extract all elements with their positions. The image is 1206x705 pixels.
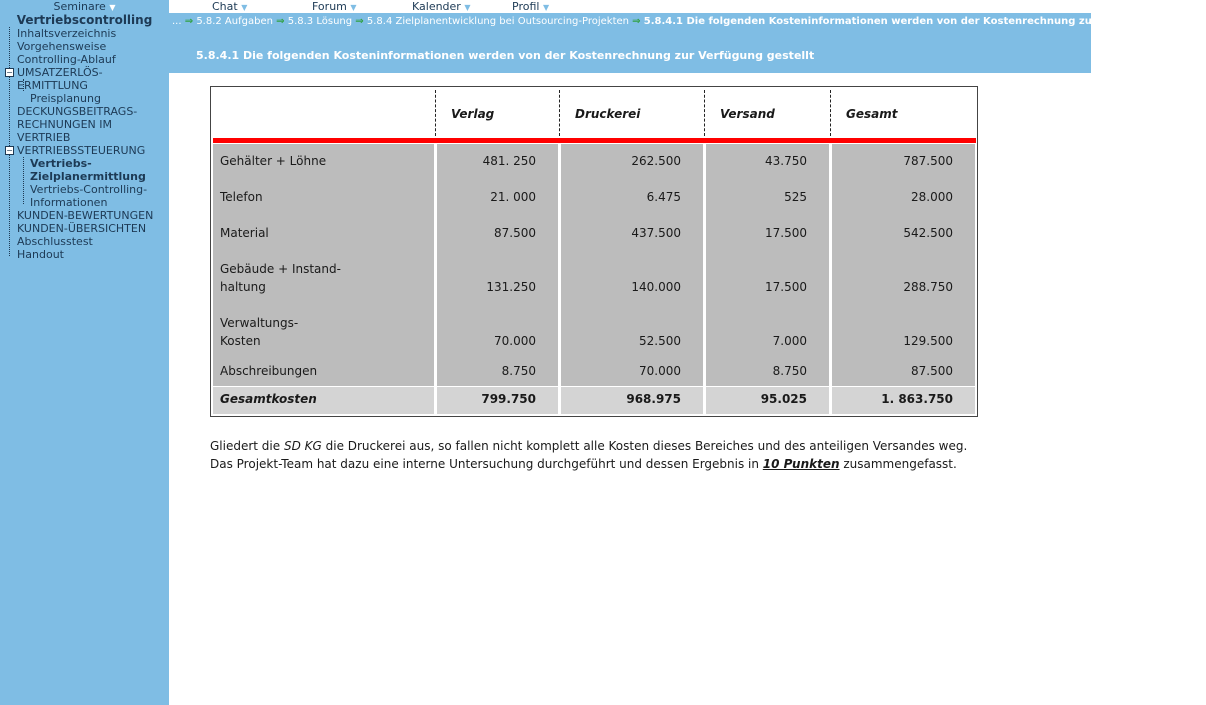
value-cell [832,144,975,176]
breadcrumb-zielplanentwicklung[interactable]: 5.8.4 Zielplanentwicklung bei Outsourcing-Projekten [366,16,629,27]
sidebar-item-label: VERTRIEB [17,131,71,144]
row-label-cell [213,387,434,414]
column-header-verlag: Verlag [451,107,495,121]
sidebar-item-label: UMSATZERLÖS- [17,66,103,79]
value-cell [437,302,558,356]
header-divider-bar [213,138,976,143]
page-title: 5.8.4.1 Die folgenden Kosteninformationen werden von der Kostenrechnung zur Verfügung gestellt [196,49,815,62]
sidebar-item-label: RECHNUNGEN IM [17,118,112,131]
value-druckerei: 6.475 [646,190,681,204]
table-total-row [211,387,977,414]
value-cell [706,212,829,248]
sidebar-item-handout[interactable] [0,248,169,261]
total-druckerei: 968.975 [626,392,681,406]
value-verlag: 481. 250 [482,154,536,168]
value-cell [706,144,829,176]
value-cell [437,176,558,212]
sidebar [0,0,169,705]
arrow-right-icon: ⇒ [355,16,364,27]
total-label: Gesamtkosten [220,392,317,406]
value-verlag: 8.750 [501,364,536,378]
sidebar-item-label: Informationen [30,196,108,209]
cost-table [210,86,978,417]
sidebar-item-label: Handout [17,248,64,261]
chevron-down-icon: ▼ [542,3,550,12]
menu-label: Forum [312,0,347,13]
collapse-icon[interactable]: − [6,68,13,77]
row-label: Abschreibungen [220,364,318,378]
text-run: die Druckerei aus, so fallen nicht komplett alle Kosten dieses Bereiches und des anteiligen Versandes weg. [321,439,968,453]
row-label-line: Verwaltungs- [220,316,299,330]
value-cell [561,248,703,302]
seminare-menu[interactable] [0,0,169,13]
explanation-text [210,437,1070,473]
sidebar-item-label: ERMITTLUNG [17,79,88,92]
row-label: Gehälter + Löhne [220,154,327,168]
value-druckerei: 140.000 [631,280,681,294]
value-druckerei: 52.500 [639,334,681,348]
sidebar-item-label: DECKUNGSBEITRAGS- [17,105,138,118]
arrow-right-icon: ⇒ [276,16,285,27]
breadcrumb-current: 5.8.4.1 Die folgenden Kosteninformationen werden von der Kostenrechnung zur Verfügung gestellt [643,16,1206,27]
text-run: zusammengefasst. [839,457,957,471]
sidebar-item-label: Preisplanung [30,92,101,105]
breadcrumb [172,16,1206,28]
value-cell [561,356,703,386]
sidebar-item-vertriebssteuerung[interactable] [0,144,169,157]
value-cell [561,176,703,212]
value-cell [832,387,975,414]
value-gesamt: 129.500 [903,334,953,348]
table-header [211,87,977,137]
column-header-druckerei: Druckerei [575,107,641,121]
value-cell [706,387,829,414]
value-cell [561,212,703,248]
value-verlag: 87.500 [494,226,536,240]
value-gesamt: 28.000 [911,190,953,204]
value-cell [437,387,558,414]
sidebar-item-kunden-bewertungen[interactable] [0,209,169,222]
value-gesamt: 787.500 [903,154,953,168]
arrow-right-icon: ⇒ [632,16,641,27]
column-header-versand: Versand [720,107,775,121]
collapse-icon[interactable]: − [6,146,13,155]
value-verlag: 21. 000 [490,190,536,204]
value-cell [561,144,703,176]
sidebar-item-preisplanung[interactable] [0,92,169,105]
sidebar-item-kunden-uebersichten[interactable] [0,222,169,235]
value-verlag: 70.000 [494,334,536,348]
sidebar-item-label: Inhaltsverzeichnis [17,27,117,40]
sidebar-item-controlling-ablauf[interactable] [0,53,169,66]
row-label-cell [213,248,434,302]
value-gesamt: 87.500 [911,364,953,378]
value-cell [832,302,975,356]
row-label-cell [213,356,434,386]
value-cell [437,144,558,176]
value-versand: 43.750 [765,154,807,168]
sidebar-item-zielplanermittlung[interactable] [0,157,169,183]
menu-kalender[interactable] [412,0,471,14]
table-row [211,176,977,212]
value-cell [706,176,829,212]
value-gesamt: 542.500 [903,226,953,240]
sidebar-tree [0,27,169,261]
menu-forum[interactable] [312,0,357,14]
row-label-cell [213,144,434,176]
seminare-menu-label: Seminare [53,0,106,13]
sidebar-item-abschlusstest[interactable] [0,235,169,248]
column-divider [830,90,831,136]
table-row [211,356,977,386]
column-divider [704,90,705,136]
chevron-down-icon: ▼ [464,3,471,12]
row-label-cell [213,176,434,212]
value-gesamt: 288.750 [903,280,953,294]
sidebar-item-label: KUNDEN-ÜBERSICHTEN [17,222,147,235]
sidebar-item-inhaltsverzeichnis[interactable] [0,27,169,40]
row-label [220,260,341,296]
total-gesamt: 1. 863.750 [881,392,953,406]
breadcrumb-ellipsis[interactable]: ... [172,16,182,27]
ten-points-link[interactable]: 10 Punkten [762,457,840,471]
row-label-line: Kosten [220,334,261,348]
company-name: SD KG [283,439,322,453]
total-verlag: 799.750 [481,392,536,406]
content-header [169,13,1206,73]
explanation-line [210,455,1070,473]
breadcrumb-loesung[interactable]: 5.8.3 Lösung [287,16,353,27]
value-druckerei: 437.500 [631,226,681,240]
value-cell [832,212,975,248]
value-cell [437,356,558,386]
table-row [211,144,977,176]
row-label: Telefon [220,190,263,204]
sidebar-item-label: KUNDEN-BEWERTUNGEN [17,209,154,222]
sidebar-item-vorgehensweise[interactable] [0,40,169,53]
sidebar-item-label: Controlling-Ablauf [17,53,116,66]
table-row [211,248,977,302]
value-druckerei: 70.000 [639,364,681,378]
sidebar-item-umsatzerloes[interactable] [0,66,169,92]
value-cell [561,302,703,356]
top-menu-bar [169,0,1091,13]
menu-chat[interactable] [212,0,247,14]
total-versand: 95.025 [760,392,807,406]
table-row [211,302,977,356]
breadcrumb-aufgaben[interactable]: 5.8.2 Aufgaben [196,16,273,27]
sidebar-item-label: Vertriebs- [30,157,92,170]
chevron-down-icon: ▼ [241,3,248,12]
value-versand: 17.500 [765,226,807,240]
menu-profil[interactable] [512,0,549,14]
column-divider [559,90,560,136]
value-druckerei: 262.500 [631,154,681,168]
text-run: Gliedert die [210,439,284,453]
sidebar-item-controlling-informationen[interactable] [0,183,169,209]
value-cell [561,387,703,414]
sidebar-item-deckungsbeitrag[interactable] [0,105,169,144]
value-versand: 7.000 [772,334,807,348]
value-versand: 8.750 [772,364,807,378]
row-label-line: haltung [220,280,266,294]
value-cell [706,248,829,302]
explanation-line [210,437,1070,455]
value-versand: 17.500 [765,280,807,294]
menu-label: Chat [212,0,238,13]
value-cell [437,212,558,248]
value-cell [706,302,829,356]
menu-label: Kalender [412,0,461,13]
chevron-down-icon: ▼ [109,3,116,12]
value-cell [832,248,975,302]
row-label-line: Gebäude + Instand- [220,262,341,276]
value-cell [832,176,975,212]
value-verlag: 131.250 [486,280,536,294]
column-divider [435,90,436,136]
row-label-cell [213,302,434,356]
sidebar-item-label: Abschlusstest [17,235,93,248]
value-versand: 525 [784,190,807,204]
value-cell [706,356,829,386]
sidebar-item-label: VERTRIEBSSTEUERUNG [17,144,146,157]
value-cell [437,248,558,302]
arrow-right-icon: ⇒ [184,16,194,27]
sidebar-item-label: Vertriebs-Controlling- [30,183,148,196]
sidebar-item-label: Zielplanermittlung [30,170,146,183]
table-row [211,212,977,248]
chevron-down-icon: ▼ [350,3,357,12]
text-run: Das Projekt-Team hat dazu eine interne Untersuchung durchgeführt und dessen Ergebnis in [210,457,763,471]
row-label: Material [220,226,269,240]
sidebar-item-label: Vorgehensweise [17,40,107,53]
row-label [220,314,298,350]
sidebar-title: Vertriebscontrolling [16,13,153,27]
column-header-gesamt: Gesamt [846,107,898,121]
value-cell [832,356,975,386]
menu-label: Profil [512,0,540,13]
row-label-cell [213,212,434,248]
